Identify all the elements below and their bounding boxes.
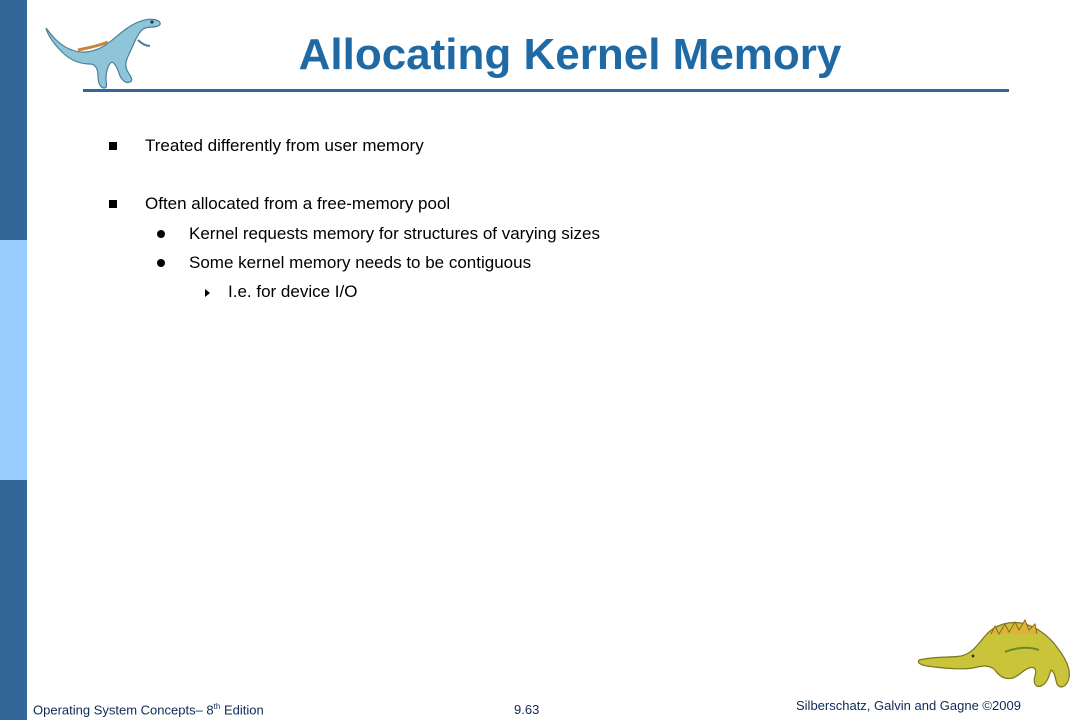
bullet-item: Some kernel memory needs to be contiguous — [189, 253, 532, 272]
circle-bullet-icon — [157, 259, 165, 267]
bullet-item: Treated differently from user memory — [145, 136, 424, 155]
footer-title-suffix: Edition — [220, 702, 264, 718]
footer-book-title — [33, 702, 264, 717]
bullet-item: Kernel requests memory for structures of varying sizes — [189, 224, 600, 243]
square-bullet-icon — [109, 200, 117, 208]
circle-bullet-icon — [157, 230, 165, 238]
bullet-item: I.e. for device I/O — [228, 282, 358, 301]
slide-title: Allocating Kernel Memory — [298, 30, 842, 79]
bullet-item: Often allocated from a free-memory pool — [145, 194, 451, 213]
footer-copyright: Silberschatz, Galvin and Gagne ©2009 — [796, 698, 1021, 713]
dinosaur-icon — [915, 612, 1075, 694]
footer-edition-superscript: th — [213, 702, 221, 711]
square-bullet-icon — [109, 142, 117, 150]
footer-title-prefix: Operating System Concepts– 8 — [33, 702, 214, 718]
footer-page-number: 9.63 — [514, 702, 540, 717]
triangle-bullet-icon — [205, 289, 210, 297]
